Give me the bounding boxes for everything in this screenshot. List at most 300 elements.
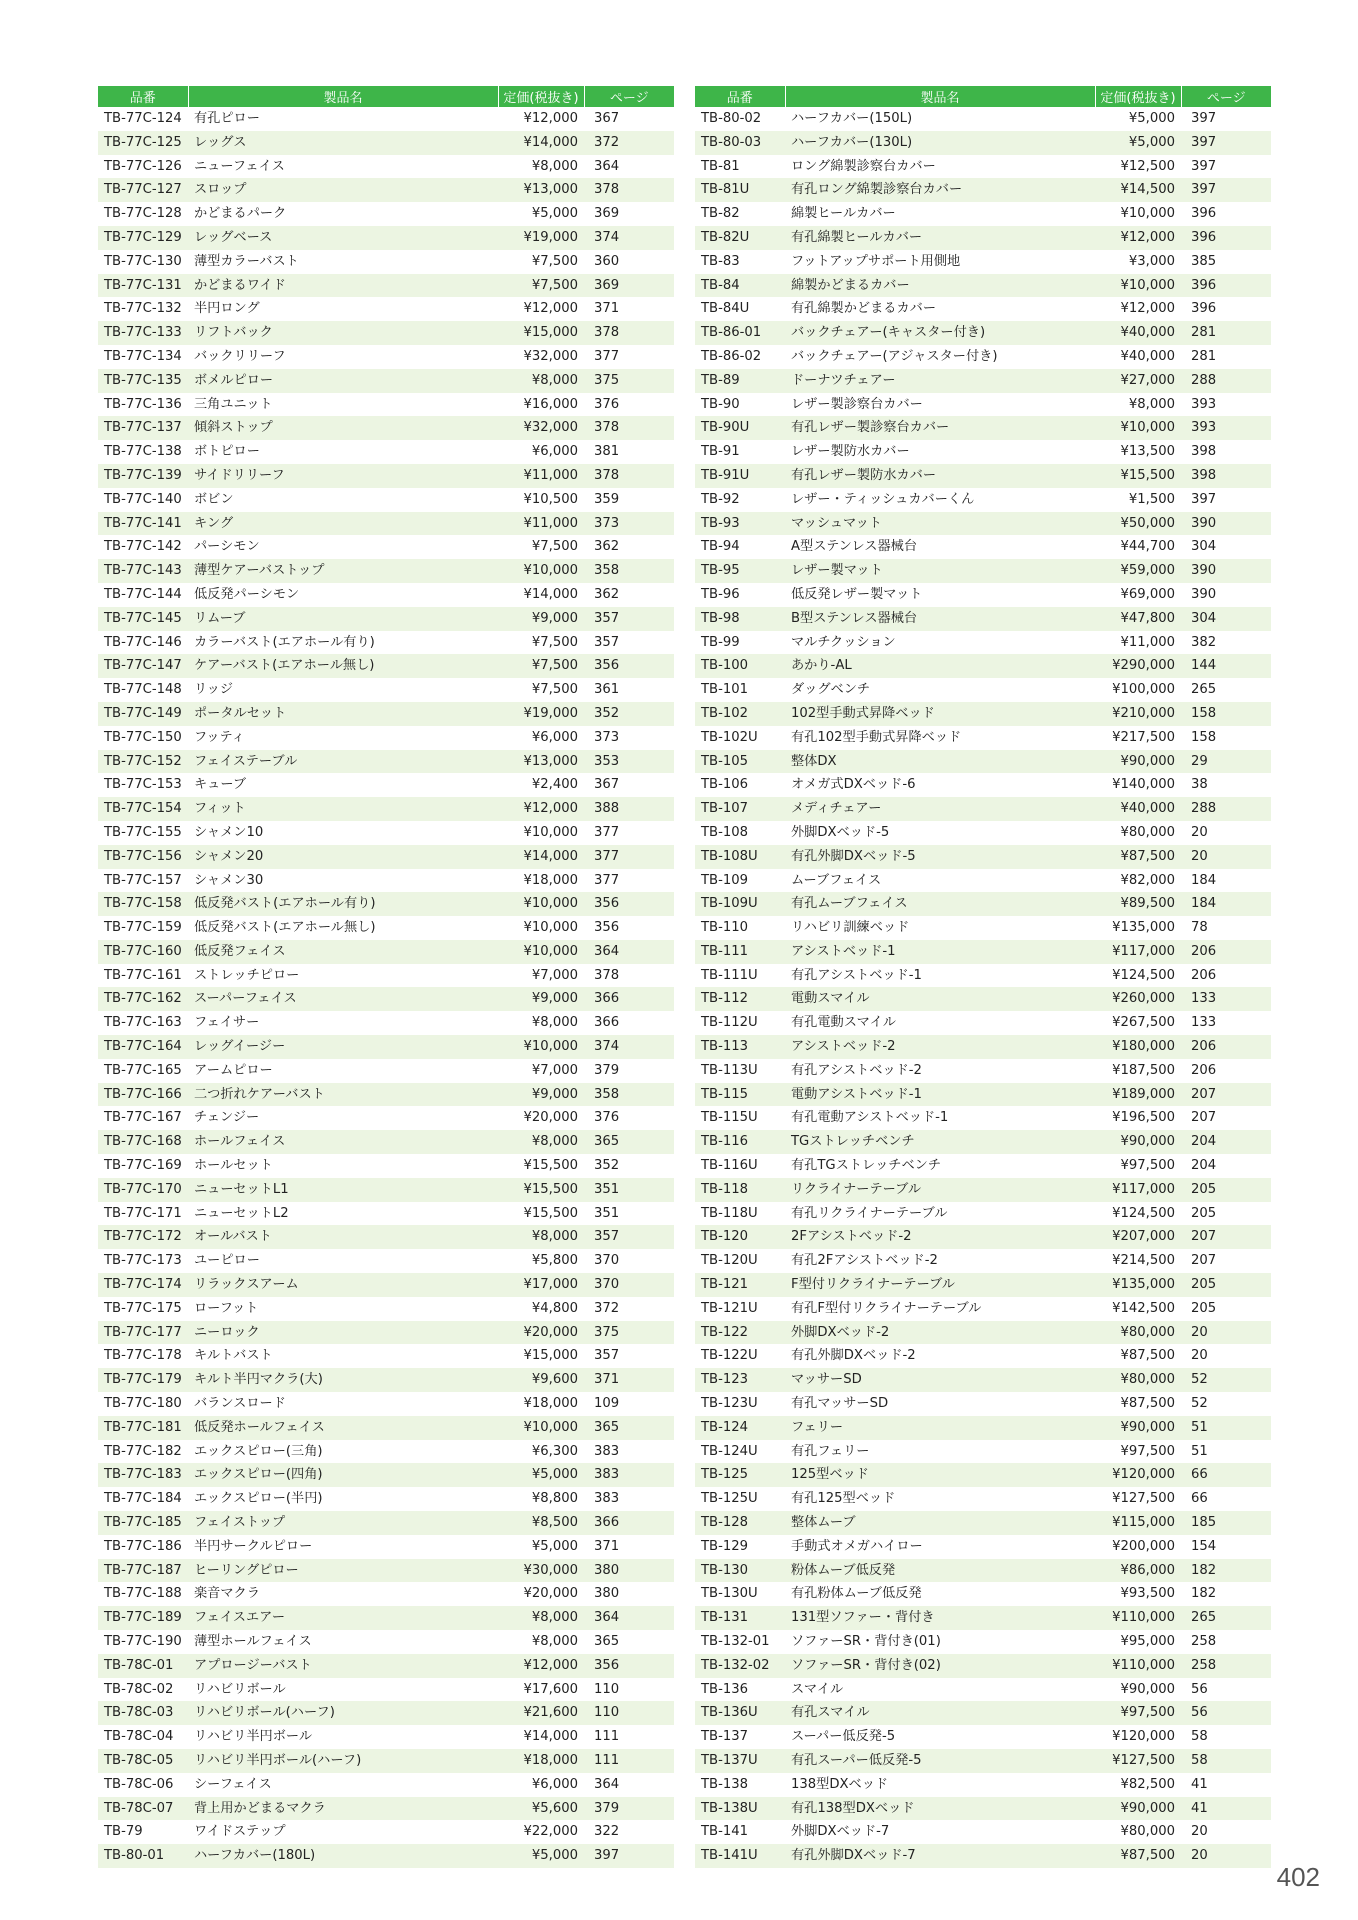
product-name: リハビリ半円ボール(ハーフ) <box>188 1749 498 1773</box>
table-row <box>695 916 1271 940</box>
catalog-page: 111 <box>584 1749 674 1773</box>
product-code: TB-91 <box>701 444 740 460</box>
product-code: TB-108 <box>701 824 749 840</box>
table-row <box>695 1630 1271 1654</box>
product-name: 有孔ムーブフェイス <box>785 892 1095 916</box>
table-row <box>695 559 1271 583</box>
catalog-page: 52 <box>1191 1396 1208 1412</box>
product-name: リクライナーテーブル <box>785 1178 1095 1202</box>
catalog-page: 379 <box>584 1797 674 1821</box>
product-price: ¥5,000 <box>1095 131 1181 155</box>
catalog-page: 362 <box>594 539 620 555</box>
product-price: ¥20,000 <box>523 1586 578 1602</box>
product-price: ¥8,500 <box>498 1511 584 1535</box>
product-code: TB-77C-143 <box>98 559 188 583</box>
product-price: ¥15,000 <box>498 321 584 345</box>
product-name: 低反発バスト(エアホール無し) <box>194 920 376 936</box>
catalog-page: 397 <box>1181 178 1271 202</box>
catalog-page: 56 <box>1181 1701 1271 1725</box>
table-row <box>695 1035 1271 1059</box>
catalog-page: 357 <box>584 607 674 631</box>
product-name: フットアップサポート用側地 <box>791 253 961 269</box>
product-name: 背上用かどまるマクラ <box>188 1797 498 1821</box>
product-price: ¥17,000 <box>498 1273 584 1297</box>
product-name: 125型ベッド <box>785 1463 1095 1487</box>
catalog-page: 357 <box>594 634 620 650</box>
catalog-page: 383 <box>584 1463 674 1487</box>
table-row <box>695 1416 1271 1440</box>
product-price: ¥210,000 <box>1095 702 1181 726</box>
table-row <box>695 1678 1271 1702</box>
table-row <box>98 464 674 488</box>
product-name: マッシュマット <box>785 512 1095 536</box>
product-price: ¥40,000 <box>1095 797 1181 821</box>
product-code: TB-132-02 <box>695 1654 785 1678</box>
product-code: TB-138 <box>701 1776 749 1792</box>
product-code: TB-77C-166 <box>98 1083 188 1107</box>
product-code: TB-77C-148 <box>104 682 182 698</box>
catalog-page: 20 <box>1191 1348 1208 1364</box>
product-price: ¥8,000 <box>498 1225 584 1249</box>
table-row <box>695 321 1271 345</box>
table-row <box>98 297 674 321</box>
table-row <box>98 1535 674 1559</box>
catalog-page: 364 <box>594 158 620 174</box>
product-price: ¥10,500 <box>523 491 578 507</box>
product-price: ¥14,000 <box>523 1729 578 1745</box>
product-name: エックスピロー(三角) <box>194 1443 323 1459</box>
product-price: ¥7,500 <box>498 654 584 678</box>
product-code: TB-77C-124 <box>104 111 182 126</box>
product-name: フッティ <box>194 729 245 745</box>
catalog-page: 265 <box>1181 1606 1271 1630</box>
product-name: 有孔綿製かどまるカバー <box>791 301 937 317</box>
product-code: TB-136 <box>701 1681 749 1697</box>
product-price: ¥180,000 <box>1095 1035 1181 1059</box>
table-row <box>98 964 674 988</box>
product-code: TB-109 <box>701 872 749 888</box>
product-price: ¥32,000 <box>498 416 584 440</box>
product-name: シャメン10 <box>194 824 264 840</box>
product-price: ¥13,000 <box>498 178 584 202</box>
table-row <box>695 1654 1271 1678</box>
product-name: ホールセット <box>194 1158 273 1174</box>
catalog-page: 158 <box>1191 729 1217 745</box>
table-row <box>695 1701 1271 1725</box>
catalog-page: 359 <box>594 491 620 507</box>
product-price: ¥10,000 <box>1095 274 1181 298</box>
product-code: TB-137U <box>695 1749 785 1773</box>
catalog-page: 370 <box>594 1253 620 1269</box>
product-code: TB-77C-174 <box>98 1273 188 1297</box>
product-name: バックチェアー(キャスター付き) <box>785 321 1095 345</box>
product-code: TB-83 <box>701 253 740 269</box>
product-code: TB-94 <box>701 539 740 555</box>
table-row <box>98 1154 674 1178</box>
product-name: レザー製診察台カバー <box>791 396 923 412</box>
table-row <box>98 512 674 536</box>
table-row <box>695 512 1271 536</box>
product-price: ¥10,000 <box>1120 206 1175 222</box>
catalog-page: 358 <box>584 1083 674 1107</box>
table-row <box>98 131 674 155</box>
product-price: ¥3,000 <box>1128 253 1175 269</box>
table-row <box>695 178 1271 202</box>
product-price: ¥10,000 <box>498 559 584 583</box>
table-row <box>98 845 674 869</box>
table-row <box>695 750 1271 774</box>
catalog-page: 352 <box>584 702 674 726</box>
catalog-page: 58 <box>1181 1749 1271 1773</box>
table-row <box>98 1511 674 1535</box>
product-price: ¥115,000 <box>1095 1511 1181 1535</box>
product-code: TB-77C-134 <box>104 348 182 364</box>
catalog-page: 20 <box>1181 845 1271 869</box>
table-row <box>98 892 674 916</box>
product-name: ニューセットL1 <box>188 1178 498 1202</box>
table-row <box>98 1844 674 1868</box>
table-row <box>98 226 674 250</box>
table-row <box>695 131 1271 155</box>
product-price: ¥11,000 <box>1120 634 1175 650</box>
product-price: ¥5,000 <box>1128 111 1175 126</box>
catalog-page: 374 <box>584 1035 674 1059</box>
product-name: サイドリリーフ <box>188 464 498 488</box>
product-code: TB-125 <box>695 1463 785 1487</box>
product-name: ボメルピロー <box>188 369 498 393</box>
table-row <box>98 1249 674 1273</box>
product-price: ¥1,500 <box>1128 491 1175 507</box>
product-code: TB-80-01 <box>98 1844 188 1868</box>
product-code: TB-109U <box>695 892 785 916</box>
product-name: A型ステンレス器械台 <box>791 539 918 555</box>
table-row <box>98 1725 674 1749</box>
product-price: ¥189,000 <box>1095 1083 1181 1107</box>
product-price: ¥17,600 <box>523 1681 578 1697</box>
product-name: リフトバック <box>188 321 498 345</box>
product-code: TB-77C-150 <box>104 729 182 745</box>
product-code: TB-77C-144 <box>104 586 182 602</box>
product-price: ¥13,000 <box>498 750 584 774</box>
product-code: TB-91U <box>695 464 785 488</box>
product-code: TB-77C-145 <box>98 607 188 631</box>
table-row <box>98 1392 674 1416</box>
product-name: リハビリ半円ボール <box>194 1729 313 1745</box>
product-price: ¥93,500 <box>1120 1586 1175 1602</box>
table-row <box>695 1392 1271 1416</box>
product-name: ニューセットL2 <box>194 1205 289 1221</box>
product-price: ¥6,300 <box>531 1443 578 1459</box>
table-row <box>695 1820 1271 1844</box>
table-row <box>695 654 1271 678</box>
product-name: TGストレッチベンチ <box>785 1130 1095 1154</box>
product-price: ¥9,000 <box>498 607 584 631</box>
product-name: ポータルセット <box>188 702 498 726</box>
table-row <box>695 488 1271 512</box>
table-row <box>695 1511 1271 1535</box>
catalog-page: 182 <box>1191 1586 1217 1602</box>
product-name: オールバスト <box>188 1225 498 1249</box>
product-code: TB-123U <box>701 1396 758 1412</box>
catalog-page: 367 <box>594 111 620 126</box>
catalog-page: 397 <box>1191 111 1217 126</box>
catalog-page: 369 <box>594 206 620 222</box>
product-name: ムーブフェイス <box>791 872 882 888</box>
catalog-page: 133 <box>1181 987 1271 1011</box>
table-row <box>695 702 1271 726</box>
product-price: ¥120,000 <box>1095 1463 1181 1487</box>
table-row <box>695 1440 1271 1464</box>
table-row <box>695 1844 1271 1868</box>
product-name: 有孔スーパー低反発-5 <box>785 1749 1095 1773</box>
table-row <box>98 1178 674 1202</box>
catalog-page: 371 <box>594 1538 620 1554</box>
catalog-page: 365 <box>594 1634 620 1649</box>
table-row <box>98 369 674 393</box>
product-code: TB-84U <box>701 301 750 317</box>
product-price: ¥20,000 <box>498 1321 584 1345</box>
table-row <box>98 1273 674 1297</box>
product-price: ¥19,000 <box>498 702 584 726</box>
product-name: 有孔アシストベッド-1 <box>791 967 922 983</box>
product-price: ¥6,000 <box>531 729 578 745</box>
table-row <box>695 1202 1271 1226</box>
product-name: ドーナツチェアー <box>785 369 1095 393</box>
product-name: チェンジー <box>194 1110 260 1126</box>
product-name: バックリリーフ <box>194 348 286 364</box>
product-price: ¥8,000 <box>531 1634 578 1649</box>
table-row <box>695 226 1271 250</box>
product-code: TB-124U <box>701 1443 758 1459</box>
catalog-page: 20 <box>1191 1824 1208 1840</box>
product-code: TB-77C-129 <box>98 226 188 250</box>
catalog-page: 110 <box>594 1681 620 1697</box>
product-price: ¥16,000 <box>523 396 578 412</box>
catalog-page: 185 <box>1181 1511 1271 1535</box>
product-price: ¥260,000 <box>1095 987 1181 1011</box>
table-row <box>98 773 674 797</box>
product-code: TB-110 <box>701 920 749 936</box>
product-price: ¥100,000 <box>1112 682 1175 698</box>
product-name: 有孔TGストレッチベンチ <box>791 1158 942 1174</box>
table-row <box>98 1321 674 1345</box>
header-name: 製品名 <box>188 86 498 107</box>
table-row <box>695 1083 1271 1107</box>
table-row <box>98 607 674 631</box>
product-price: ¥11,000 <box>498 512 584 536</box>
product-code: TB-77C-127 <box>98 178 188 202</box>
product-name: 有孔外脚DXベッド-7 <box>785 1844 1095 1868</box>
product-name: 有孔アシストベッド-2 <box>791 1062 922 1078</box>
table-row <box>98 393 674 417</box>
product-price: ¥12,000 <box>523 111 578 126</box>
catalog-page: 207 <box>1181 1083 1271 1107</box>
product-price: ¥44,700 <box>1120 539 1175 555</box>
product-price: ¥120,000 <box>1112 1729 1175 1745</box>
product-name: かどまるパーク <box>194 206 287 222</box>
product-name: リハビリボール <box>194 1681 286 1697</box>
product-price: ¥80,000 <box>1095 1368 1181 1392</box>
catalog-page: 41 <box>1191 1776 1208 1792</box>
product-name: オメガ式DXベッド-6 <box>791 777 916 793</box>
product-price: ¥59,000 <box>1095 559 1181 583</box>
product-price: ¥97,500 <box>1095 1701 1181 1725</box>
product-price: ¥7,500 <box>531 539 578 555</box>
product-code: TB-77C-165 <box>104 1062 182 1078</box>
product-price: ¥127,500 <box>1095 1749 1181 1773</box>
table-row <box>98 940 674 964</box>
table-row <box>695 250 1271 274</box>
product-name: 外脚DXベッド-5 <box>791 824 890 840</box>
catalog-page: 365 <box>584 1130 674 1154</box>
product-name: スーパー低反発-5 <box>791 1729 896 1745</box>
table-row <box>695 1178 1271 1202</box>
table-row <box>695 155 1271 179</box>
product-code: TB-99 <box>701 634 740 650</box>
product-price: ¥15,500 <box>523 1158 578 1174</box>
product-code: TB-78C-06 <box>104 1776 174 1792</box>
catalog-page: 265 <box>1191 682 1217 698</box>
product-name: フェリー <box>785 1416 1095 1440</box>
product-code: TB-128 <box>695 1511 785 1535</box>
product-code: TB-77C-181 <box>98 1416 188 1440</box>
product-name: F型付リクライナーテーブル <box>785 1273 1095 1297</box>
product-price: ¥5,000 <box>498 1463 584 1487</box>
catalog-page: 397 <box>1191 491 1217 507</box>
table-row <box>98 155 674 179</box>
product-price: ¥90,000 <box>1095 1416 1181 1440</box>
product-name: 外脚DXベッド-7 <box>791 1824 890 1840</box>
product-name: パーシモン <box>194 539 260 555</box>
product-price: ¥5,000 <box>531 1538 578 1554</box>
table-row <box>98 535 674 559</box>
product-price: ¥200,000 <box>1112 1538 1175 1554</box>
product-price: ¥2,400 <box>531 777 578 793</box>
product-price: ¥97,500 <box>1120 1443 1175 1459</box>
table-row <box>695 416 1271 440</box>
table-row <box>695 678 1271 702</box>
product-code: TB-125U <box>701 1491 758 1507</box>
product-code: TB-77C-170 <box>98 1178 188 1202</box>
catalog-page: 377 <box>594 872 620 888</box>
product-name: レザー製マット <box>785 559 1095 583</box>
table-row <box>695 607 1271 631</box>
table-row <box>98 178 674 202</box>
product-price: ¥8,000 <box>1128 396 1175 412</box>
product-price: ¥95,000 <box>1120 1634 1175 1649</box>
product-code: TB-77C-164 <box>98 1035 188 1059</box>
product-code: TB-77C-135 <box>98 369 188 393</box>
product-price: ¥7,500 <box>531 634 578 650</box>
product-name: 有孔102型手動式昇降ベッド <box>791 729 962 745</box>
product-price: ¥18,000 <box>523 872 578 888</box>
product-code: TB-77C-186 <box>104 1538 182 1554</box>
catalog-page: 380 <box>594 1586 620 1602</box>
product-price: ¥8,000 <box>498 1606 584 1630</box>
product-price: ¥14,000 <box>498 845 584 869</box>
product-table-left <box>98 86 674 1868</box>
table-row <box>695 726 1271 750</box>
product-name: レザー・ティッシュカバーくん <box>791 491 975 507</box>
table-row <box>695 869 1271 893</box>
product-price: ¥15,500 <box>498 1178 584 1202</box>
product-code: TB-77C-160 <box>98 940 188 964</box>
product-price: ¥10,000 <box>498 1416 584 1440</box>
product-code: TB-77C-171 <box>104 1205 182 1221</box>
product-price: ¥12,000 <box>498 1654 584 1678</box>
product-code: TB-77C-189 <box>98 1606 188 1630</box>
product-name: フェイスエアー <box>188 1606 498 1630</box>
product-code: TB-77C-149 <box>98 702 188 726</box>
product-code: TB-77C-178 <box>104 1348 182 1364</box>
product-code: TB-122U <box>701 1348 758 1364</box>
catalog-page: 364 <box>584 940 674 964</box>
product-name: 整体DX <box>785 750 1095 774</box>
catalog-page: 66 <box>1181 1463 1271 1487</box>
product-code: TB-105 <box>695 750 785 774</box>
catalog-page: 56 <box>1191 1681 1208 1697</box>
product-name: レッグス <box>188 131 498 155</box>
product-name: ボトピロー <box>194 444 260 460</box>
product-code: TB-102 <box>695 702 785 726</box>
catalog-page: 38 <box>1191 777 1208 793</box>
product-name: 低反発フェイス <box>188 940 498 964</box>
product-price: ¥124,500 <box>1112 1205 1175 1221</box>
header-name: 製品名 <box>785 86 1095 107</box>
product-name: 有孔ロング綿製診察台カバー <box>785 178 1095 202</box>
product-price: ¥8,800 <box>531 1491 578 1507</box>
table-row <box>98 1463 674 1487</box>
product-name: 有孔ピロー <box>194 111 260 126</box>
product-price: ¥10,000 <box>498 1035 584 1059</box>
product-name: 傾斜ストップ <box>188 416 498 440</box>
product-name: リハビリ訓練ベッド <box>791 920 910 936</box>
table-row <box>98 583 674 607</box>
table-row <box>695 1249 1271 1273</box>
product-code: TB-136U <box>695 1701 785 1725</box>
product-name: 電動アシストベッド-1 <box>785 1083 1095 1107</box>
catalog-page: 377 <box>584 845 674 869</box>
product-price: ¥5,800 <box>531 1253 578 1269</box>
table-row <box>98 1440 674 1464</box>
catalog-page: 353 <box>584 750 674 774</box>
product-code: TB-77C-182 <box>104 1443 182 1459</box>
catalog-page: 29 <box>1181 750 1271 774</box>
product-code: TB-77C-157 <box>104 872 182 888</box>
catalog-page: 351 <box>584 1178 674 1202</box>
product-code: TB-118 <box>695 1178 785 1202</box>
catalog-page: 207 <box>1191 1110 1217 1126</box>
catalog-page: 144 <box>1181 654 1271 678</box>
product-price: ¥9,000 <box>498 987 584 1011</box>
product-code: TB-132-01 <box>701 1634 770 1649</box>
table-row <box>98 1083 674 1107</box>
table-row <box>98 345 674 369</box>
product-code: TB-77C-137 <box>98 416 188 440</box>
product-price: ¥15,500 <box>523 1205 578 1221</box>
catalog-page: 383 <box>594 1443 620 1459</box>
product-code: TB-77C-175 <box>104 1300 182 1316</box>
header-price: 定価(税抜き) <box>498 86 584 107</box>
product-price: ¥87,500 <box>1120 1348 1175 1364</box>
product-name: バックチェアー(アジャスター付き) <box>791 348 998 364</box>
product-code: TB-120 <box>695 1225 785 1249</box>
product-name: ユーピロー <box>194 1253 260 1269</box>
product-code: TB-115U <box>701 1110 758 1126</box>
product-code: TB-120U <box>701 1253 758 1269</box>
product-name: 有孔レザー製診察台カバー <box>785 416 1095 440</box>
table-row <box>98 1797 674 1821</box>
